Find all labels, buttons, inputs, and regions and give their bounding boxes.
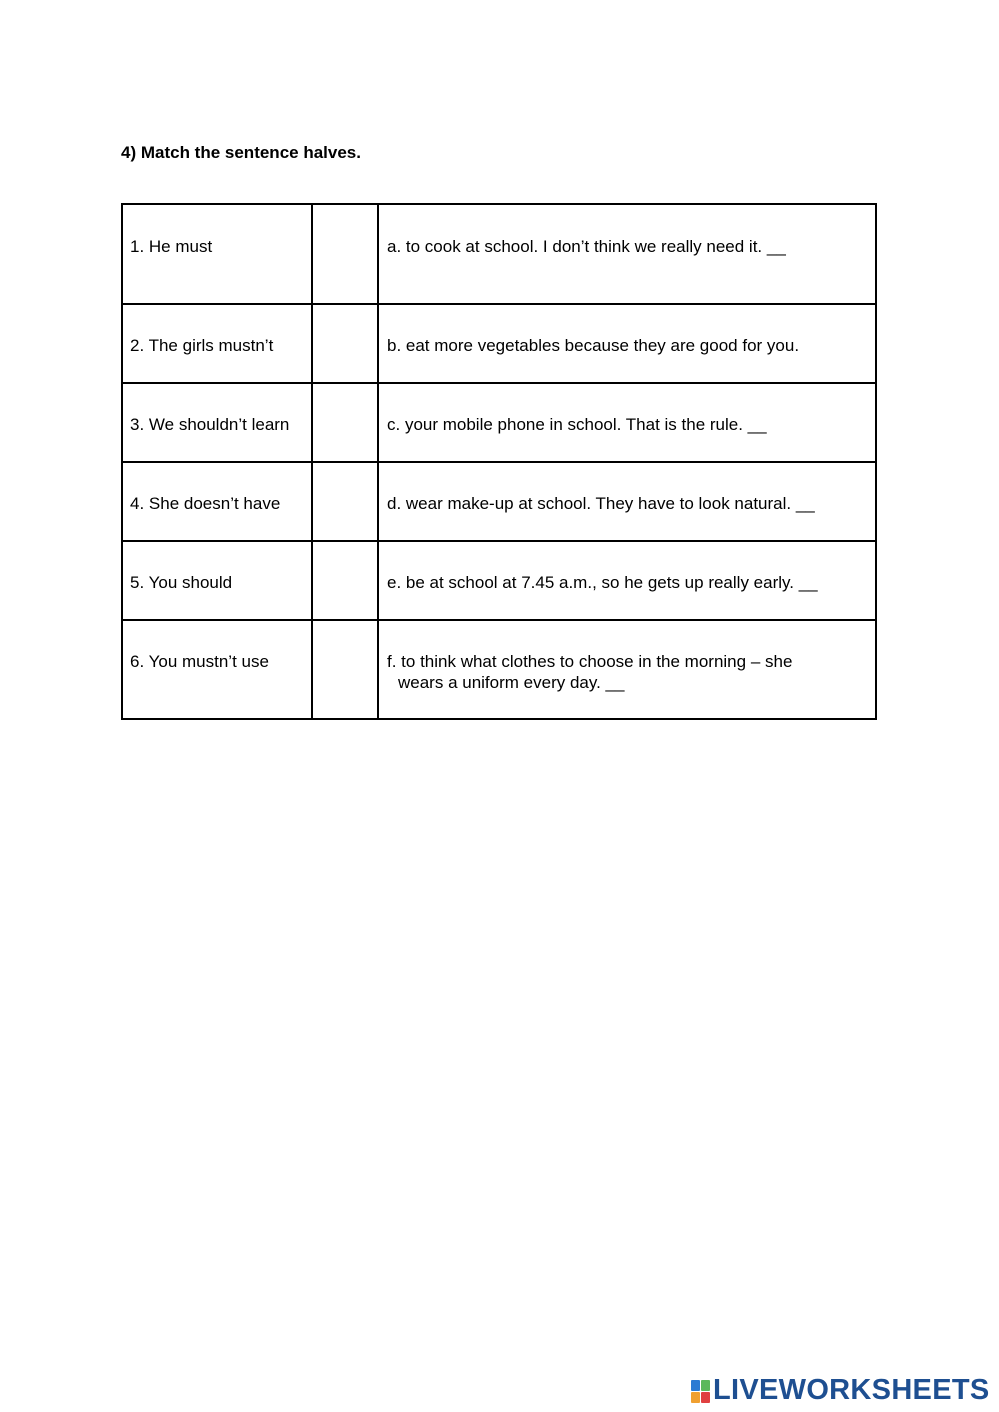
answer-cell[interactable]: [312, 620, 378, 719]
sentence-start-cell: 4. She doesn’t have: [122, 462, 312, 541]
sentence-end-cell: b. eat more vegetables because they are good for you.: [378, 304, 876, 383]
sentence-start-cell: 2. The girls mustn’t: [122, 304, 312, 383]
table-row: [122, 620, 876, 719]
sentence-end-cell: a. to cook at school. I don’t think we really need it. __: [378, 204, 876, 304]
answer-cell[interactable]: [312, 204, 378, 304]
sentence-start-cell: 5. You should: [122, 541, 312, 620]
sentence-start-cell: 3. We shouldn’t learn: [122, 383, 312, 462]
exercise-heading: 4) Match the sentence halves.: [121, 143, 361, 162]
sentence-end-cell: e. be at school at 7.45 a.m., so he gets up really early. __: [378, 541, 876, 620]
sentence-end-cell: c. your mobile phone in school. That is the rule. __: [378, 383, 876, 462]
answer-cell[interactable]: [312, 304, 378, 383]
answer-cell[interactable]: [312, 462, 378, 541]
answer-cell[interactable]: [312, 383, 378, 462]
liveworksheets-logo: [691, 1374, 990, 1407]
answer-cell[interactable]: [312, 541, 378, 620]
table-row: [122, 462, 876, 541]
sentence-end-continuation: wears a uniform every day. __: [398, 673, 625, 692]
logo-wordmark: LIVEWORKSHEETS: [713, 1374, 990, 1406]
sentence-end-cell: d. wear make-up at school. They have to look natural. __: [378, 462, 876, 541]
sentence-start-cell: 1. He must: [122, 204, 312, 304]
liveworksheets-logo-icon: [691, 1379, 711, 1403]
table-row: [122, 541, 876, 620]
sentence-end-cell: f. to think what clothes to choose in the morning – she wears a uniform every day. __: [378, 620, 876, 719]
sentence-start-cell: 6. You mustn’t use: [122, 620, 312, 719]
table-row: [122, 204, 876, 304]
table-row: [122, 383, 876, 462]
table-row: [122, 304, 876, 383]
matching-table: [121, 203, 877, 720]
